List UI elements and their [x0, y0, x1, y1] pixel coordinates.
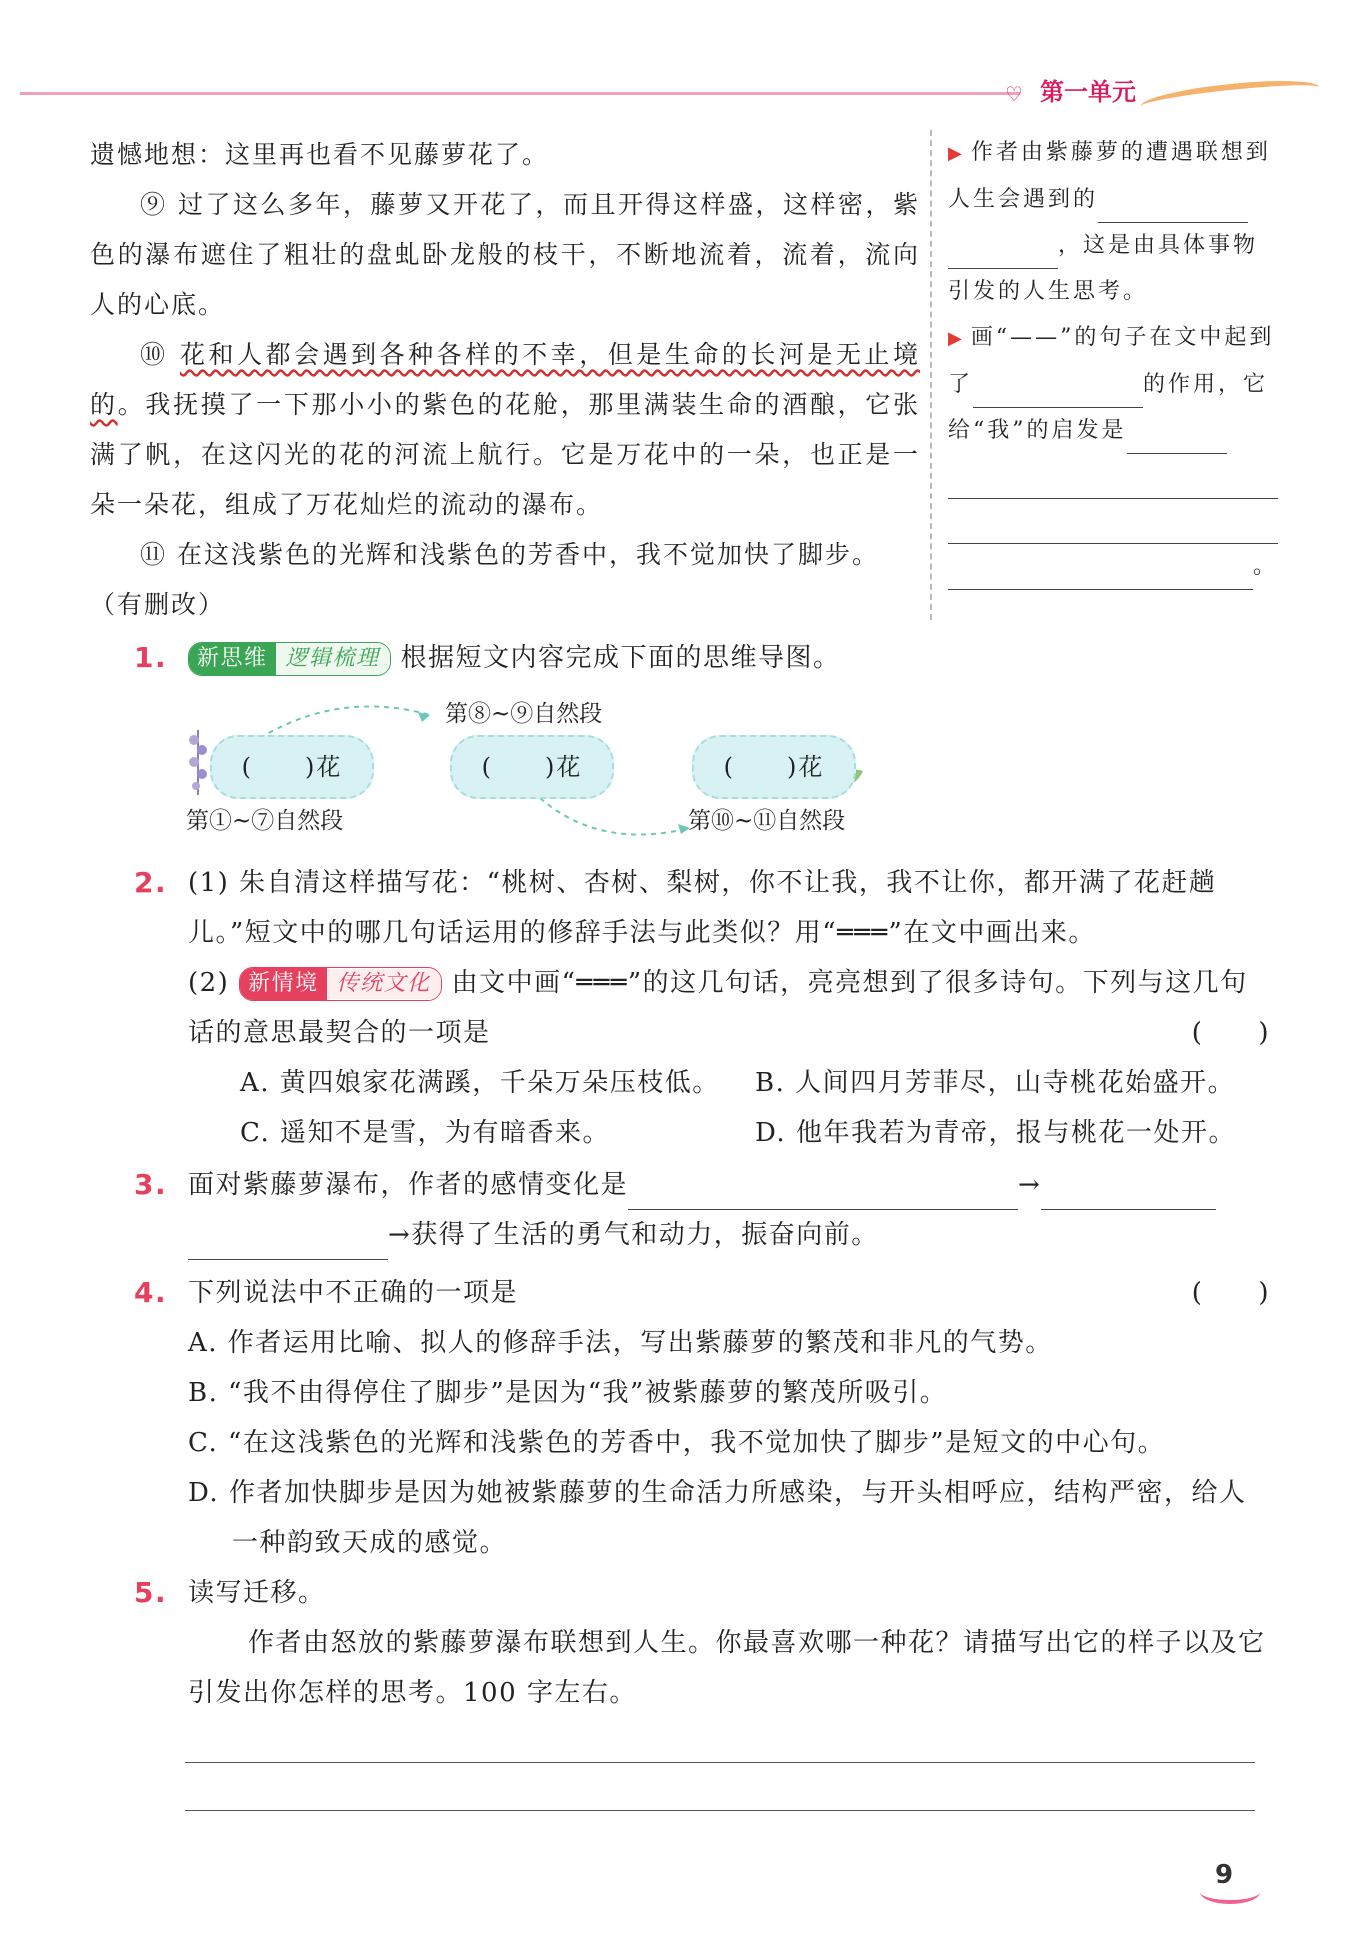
answer-blank[interactable]	[188, 1229, 388, 1260]
side-notes: ▶ 作者由紫藤萝的遭遇联想到人生会遇到的，这是由具体事物引发的人生思考。 ▶ 画“——”的句子在文中起到了 的作用，它给“我”的启发是 。	[930, 130, 1278, 620]
mind-label-1: 第①~⑦自然段	[186, 808, 344, 834]
answer-paren[interactable]: ( )	[1191, 1278, 1270, 1308]
option-c: C. “在这浅紫色的光辉和浅紫色的芳香中，我不觉加快了脚步”是短文的中心句。	[188, 1428, 1166, 1458]
header-divider	[20, 92, 1020, 95]
answer-blank[interactable]	[1127, 423, 1227, 454]
answer-line[interactable]	[948, 499, 1278, 544]
heart-icon: ♡	[1005, 82, 1023, 106]
paragraph-9: ⑨ 过了这么多年，藤萝又开花了，而且开得这样盛，这样密，紫色的瀑布遮住了粗壮的盘虬卧龙般的枝干，不断地流着，流着，流向人的心底。	[90, 190, 920, 319]
answer-line[interactable]	[948, 454, 1278, 499]
paragraph-10: ⑩ 花和人都会遇到各种各样的不幸，但是生命的长河是无止境的。我抚摸了一下那小小的紫色的花舱，那里满装生命的酒酿，它张满了帆，在这闪光的花的河流上航行。它是万花中的一朵，也正是一朵一朵花，组成了万花灿烂的流动的瀑布。	[90, 340, 920, 519]
option-b: B. 人间四月芳菲尽，山寺桃花始盛开。	[755, 1068, 1236, 1098]
question-2: 2. (1) 朱自清这样描写花：“桃树、杏树、梨树，你不让我，我不让你，都开满了花赶趟儿。”短文中的哪几句话运用的修辞手法与此类似？用“═══”在文中画出来。 (2) 新情境 传统文化 由文中画“═══”的这几句话，亮亮想到了很多诗句。下列与这几句话的意思最契合的一项是 ( ) A. 黄四娘家花满蹊，千朵万朵压枝低。 B. 人间四月芳菲尽，山寺桃花始盛开。 C. 遥知不是雪，为有暗香来。 D. 他年我若为青帝，报与桃花一处开。	[140, 858, 1270, 1158]
tag-new-context: 新情境 传统文化	[239, 967, 442, 1001]
mind-label-3: 第⑩~⑪自然段	[688, 808, 846, 834]
triangle-bullet-icon: ▶	[948, 143, 965, 164]
side-note-1: ▶ 作者由紫藤萝的遭遇联想到人生会遇到的，这是由具体事物引发的人生思考。	[948, 140, 1271, 304]
swoosh-decoration	[1139, 75, 1321, 120]
mind-label-2: 第⑧~⑨自然段	[445, 701, 603, 727]
answer-blank[interactable]	[628, 1179, 1018, 1210]
question-1: 1. 新思维 逻辑梳理 根据短文内容完成下面的思维导图。	[134, 641, 841, 674]
question-5-prompt: 作者由怒放的紫藤萝瀑布联想到人生。你最喜欢哪一种花？请描写出它的样子以及它引发出你怎样的思考。100 字左右。	[188, 1628, 1266, 1708]
option-b: B. “我不由得停住了脚步”是因为“我”被紫藤萝的繁茂所吸引。	[188, 1378, 948, 1408]
passage-line: 遗憾地想：这里再也看不见藤萝花了。	[90, 140, 550, 169]
question-3: 3. 面对紫藤萝瀑布，作者的感情变化是 → →获得了生活的勇气和动力，振奋向前。	[140, 1160, 1270, 1260]
answer-blank[interactable]	[948, 238, 1058, 269]
question-4: 4. 下列说法中不正确的一项是 ( ) A. 作者运用比喻、拟人的修辞手法，写出紫藤萝的繁茂和非凡的气势。 B. “我不由得停住了脚步”是因为“我”被紫藤萝的繁茂所吸引。 C. “在这浅紫色的光辉和浅紫色的芳香中，我不觉加快了脚步”是短文的中心句。 D. 作者加快脚步是因为她被紫藤萝的生命活力所感染，与开头相呼应，结构严密，给人一种韵致天成的感觉。	[140, 1268, 1270, 1568]
answer-blank[interactable]	[1041, 1179, 1216, 1210]
answer-paren[interactable]: ( )	[1191, 1018, 1270, 1048]
option-a: A. 黄四娘家花满蹊，千朵万朵压枝低。	[240, 1068, 720, 1098]
reading-passage	[90, 130, 920, 630]
question-2-part-2: (2) 新情境 传统文化 由文中画“═══”的这几句话，亮亮想到了很多诗句。下列与这几句话的意思最契合的一项是 ( )	[188, 958, 1270, 1058]
wisteria-icon	[189, 730, 207, 795]
writing-line[interactable]	[185, 1810, 1255, 1811]
mind-bubble-3[interactable]: ( )花	[692, 735, 856, 799]
question-2-part-1: (1) 朱自清这样描写花：“桃树、杏树、梨树，你不让我，我不让你，都开满了花赶趟儿。”短文中的哪几句话运用的修辞手法与此类似？用“═══”在文中画出来。	[188, 868, 1217, 948]
question-5: 5. 读写迁移。 作者由怒放的紫藤萝瀑布联想到人生。你最喜欢哪一种花？请描写出它的样子以及它引发出你怎样的思考。100 字左右。	[140, 1568, 1270, 1718]
option-a: A. 作者运用比喻、拟人的修辞手法，写出紫藤萝的繁茂和非凡的气势。	[188, 1328, 1053, 1358]
answer-blank[interactable]	[973, 377, 1143, 408]
page-number: 9	[1215, 1860, 1234, 1890]
writing-line[interactable]	[185, 1762, 1255, 1763]
triangle-bullet-icon: ▶	[948, 328, 965, 349]
mind-bubble-1[interactable]: ( )花	[210, 735, 374, 799]
mind-map	[180, 690, 900, 840]
source-note: （有删改）	[90, 590, 226, 619]
option-c: C. 遥知不是雪，为有暗香来。	[240, 1118, 610, 1148]
mind-bubble-2[interactable]: ( )花	[450, 735, 614, 799]
side-note-2: ▶ 画“——”的句子在文中起到了 的作用，它给“我”的启发是	[948, 315, 1278, 454]
answer-line[interactable]	[948, 545, 1253, 590]
wavy-underlined-sentence: 花和人都会遇到各种各样的不幸，但是生命的长河是无止境的	[90, 340, 920, 419]
option-d: D. 作者加快脚步是因为她被紫藤萝的生命活力所感染，与开头相呼应，结构严密，给人一种韵致天成的感觉。	[188, 1478, 1247, 1558]
option-d: D. 他年我若为青帝，报与桃花一处开。	[755, 1118, 1236, 1148]
paragraph-11: ⑪ 在这浅紫色的光辉和浅紫色的芳香中，我不觉加快了脚步。	[140, 540, 879, 569]
answer-blank[interactable]	[1098, 192, 1248, 223]
unit-title: 第一单元	[1040, 78, 1136, 106]
tag-new-thinking: 新思维 逻辑梳理	[188, 642, 391, 676]
